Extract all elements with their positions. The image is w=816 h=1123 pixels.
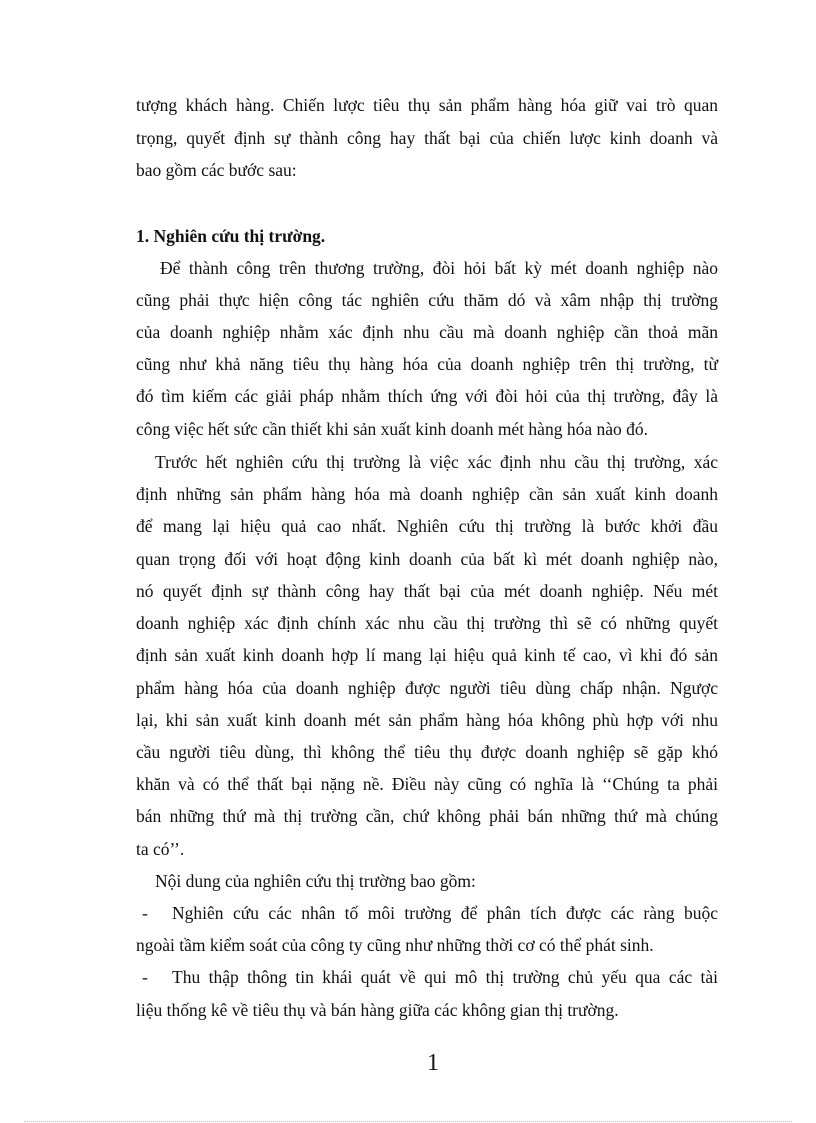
- paragraph-line: đó tìm kiếm các giải pháp nhằm thích ứng với đòi hỏi của thị trường, đây là: [136, 386, 718, 406]
- paragraph-line: lại, khi sản xuất kinh doanh mét sản phẩm hàng hóa không phù hợp với nhu: [136, 710, 718, 730]
- paragraph-line: nó quyết định sự thành công hay thất bại của mét doanh nghiệp. Nếu mét: [136, 581, 718, 601]
- paragraph-line: Nội dung của nghiên cứu thị trường bao gồm:: [155, 871, 476, 891]
- paragraph-line: để mang lại hiệu quả cao nhất. Nghiên cứu thị trường là bước khởi đầu: [136, 516, 718, 536]
- bullet-dash: -: [142, 903, 148, 923]
- intro-line: bao gồm các bước sau:: [136, 160, 297, 180]
- bullet-line: Nghiên cứu các nhân tố môi trường để phân tích được các ràng buộc: [172, 903, 718, 923]
- page-number: 1: [427, 1050, 439, 1076]
- paragraph-line: doanh nghiệp xác định chính xác nhu cầu thị trường thì sẽ có những quyết: [136, 613, 718, 633]
- paragraph-line: cũng như khả năng tiêu thụ hàng hóa của doanh nghiệp trên thị trường, từ: [136, 354, 718, 374]
- intro-line: tượng khách hàng. Chiến lược tiêu thụ sản phẩm hàng hóa giữ vai trò quan: [136, 95, 718, 115]
- bullet-line: ngoài tầm kiểm soát của công ty cũng như những thời cơ có thể phát sinh.: [136, 935, 654, 955]
- intro-line: trọng, quyết định sự thành công hay thất bại của chiến lược kinh doanh và: [136, 128, 718, 148]
- bullet-line: liệu thống kê về tiêu thụ và bán hàng giữa các không gian thị trường.: [136, 1000, 619, 1020]
- paragraph-line: cũng phải thực hiện công tác nghiên cứu thăm dó và xâm nhập thị trường: [136, 290, 718, 310]
- paragraph-line: định sản xuất kinh doanh hợp lí mang lại hiệu quả kinh tế cao, vì khi đó sản: [136, 645, 718, 665]
- paragraph-line: Trước hết nghiên cứu thị trường là việc xác định nhu cầu thị trường, xác: [155, 452, 718, 472]
- paragraph-line: phẩm hàng hóa của doanh nghiệp được người tiêu dùng chấp nhận. Ngược: [136, 678, 718, 698]
- page-bottom-rule: [24, 1121, 792, 1122]
- paragraph-line: Để thành công trên thương trường, đòi hỏi bất kỳ mét doanh nghiệp nào: [160, 258, 718, 278]
- paragraph-line: ta có’’.: [136, 839, 185, 859]
- paragraph-line: bán những thứ mà thị trường cần, chứ không phải bán những thứ mà chúng: [136, 806, 718, 826]
- paragraph-line: định những sản phẩm hàng hóa mà doanh nghiệp cần sản xuất kinh doanh: [136, 484, 718, 504]
- section-heading: 1. Nghiên cứu thị trường.: [136, 226, 326, 246]
- paragraph-line: của doanh nghiệp nhằm xác định nhu cầu mà doanh nghiệp cần thoả mãn: [136, 322, 718, 342]
- bullet-dash: -: [142, 967, 148, 987]
- paragraph-line: cầu người tiêu dùng, thì không thể tiêu thụ được doanh nghiệp sẽ gặp khó: [136, 742, 718, 762]
- paragraph-line: quan trọng đối với hoạt động kinh doanh của bất kì mét doanh nghiệp nào,: [136, 549, 718, 569]
- paragraph-line: công việc hết sức cần thiết khi sản xuất kinh doanh mét hàng hóa nào đó.: [136, 419, 648, 439]
- bullet-line: Thu thập thông tin khái quát về qui mô thị trường chủ yếu qua các tài: [172, 967, 718, 987]
- paragraph-line: khăn và có thể thất bại nặng nề. Điều này cũng có nghĩa là ‘‘Chúng ta phải: [136, 774, 718, 794]
